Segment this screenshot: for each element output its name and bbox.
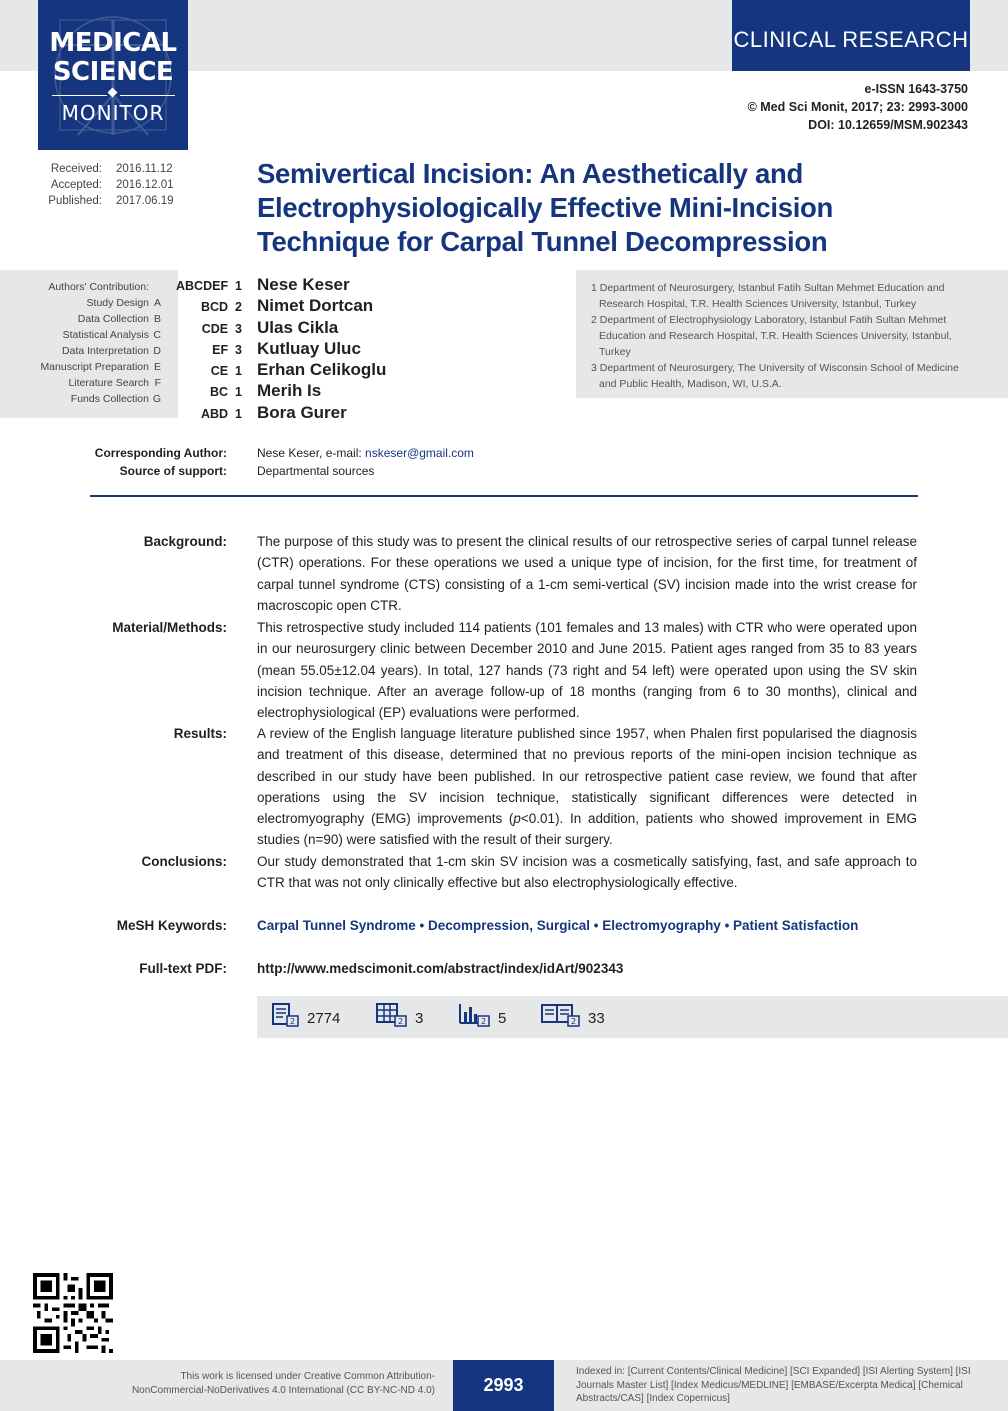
svg-text:2: 2 xyxy=(571,1017,577,1026)
page-number: 2993 xyxy=(453,1360,554,1411)
contribution-label: Funds Collection xyxy=(70,393,149,405)
date-label: Accepted: xyxy=(50,179,102,191)
role-letters: CE xyxy=(210,364,229,379)
affiliation-number: 1 xyxy=(235,364,242,379)
bar-chart-icon xyxy=(458,1002,492,1028)
contribution-code: D xyxy=(153,345,161,357)
contribution-label: Statistical Analysis xyxy=(62,329,149,341)
author-name: Merih Is xyxy=(257,381,322,401)
role-letters: BCD xyxy=(201,300,229,315)
word-count-stat xyxy=(271,1002,340,1028)
author-name: Nimet Dortcan xyxy=(257,296,374,316)
author-role-codes xyxy=(170,276,242,425)
conclusions-text: Our study demonstrated that 1-cm skin SV incision was a cosmetically satisfying, fast, and safe approach to CTR that was not only clinically effective but also electrophysiologically effective. xyxy=(257,854,917,891)
background-text: The purpose of this study was to present the clinical results of our retrospective series of carpal tunnel release (CTR) operations. For these operations we used a unique type of incision, for the first time, for treatment of carpal tunnel syndrome (CTS) consisting of a 1-cm semi-vertical (SV) incision made into the wrist crease for macroscopic open CTR. xyxy=(257,534,917,613)
table-count: 3 xyxy=(415,1010,424,1027)
affiliation-number: 3 xyxy=(235,342,242,357)
correspondence-labels xyxy=(0,444,227,480)
affiliation-number: 1 xyxy=(235,279,242,293)
results-text-part2: <0.01). In addition, patients who showed improvement in EMG studies (n=90) were satisfied with the result of their surgery. xyxy=(257,811,917,848)
pdf-link[interactable]: http://www.medscimonit.com/abstract/index/idArt/902343 xyxy=(257,961,624,976)
date-row xyxy=(38,161,174,177)
section-tag: CLINICAL RESEARCH xyxy=(732,0,970,71)
svg-text:2: 2 xyxy=(290,1017,296,1026)
qr-code-icon[interactable] xyxy=(33,1273,113,1353)
figure-count-stat xyxy=(458,1002,506,1028)
affiliation: 3 Department of Neurosurgery, The University of Wisconsin School of Medicine and Public Health, Madison, WI, U.S.A. xyxy=(591,362,959,390)
license-text: This work is licensed under Creative Common Attribution-NonCommercial-NoDerivatives 4.0 International (CC BY-NC-ND 4.0) xyxy=(131,1371,435,1396)
author-role xyxy=(170,319,242,340)
contribution-row xyxy=(0,391,161,407)
results-text xyxy=(257,723,917,851)
date-label: Published: xyxy=(48,195,102,207)
contribution-code: C xyxy=(153,329,161,341)
correspondence-values xyxy=(257,444,474,480)
reference-count-stat xyxy=(540,1002,605,1028)
article-dates xyxy=(38,161,174,209)
affiliation-number: 3 xyxy=(235,321,242,336)
author-role xyxy=(170,297,242,318)
pdf-label: Full-text PDF: xyxy=(139,961,227,976)
author-role xyxy=(170,340,242,361)
date-label: Received: xyxy=(50,163,102,175)
indexing-list: Indexed in: [Current Contents/Clinical Medicine] [SCI Expanded] [ISI Alerting System] [ISI Journals Master List] [Index Medicus/MEDLINE] [EMBASE/Excerpta Medica] [Chemical Abstracts/CAS] [Index Copernicus] xyxy=(576,1366,971,1404)
support-label: Source of support: xyxy=(119,464,227,478)
contribution-label: Data Collection xyxy=(77,313,149,325)
p-value-symbol: p xyxy=(513,811,521,827)
date-value: 2016.11.12 xyxy=(116,163,173,175)
contribution-row xyxy=(0,279,161,295)
word-count: 2774 xyxy=(307,1010,341,1027)
contribution-code: A xyxy=(153,297,161,309)
table-count-stat xyxy=(375,1002,423,1028)
author-role xyxy=(170,276,242,297)
affiliation: 1 Department of Neurosurgery, Istanbul Fatih Sultan Mehmet Education and Research Hospital, T.R. Health Sciences University, Istanbul, Turkey xyxy=(591,282,945,310)
svg-text:2: 2 xyxy=(481,1017,487,1026)
logo-divider-right xyxy=(120,95,175,96)
contribution-row xyxy=(0,295,161,311)
contribution-code: E xyxy=(153,361,161,373)
contribution-row xyxy=(0,327,161,343)
author-name: Kutluay Uluc xyxy=(257,338,361,358)
affiliation-number: 1 xyxy=(235,385,242,400)
logo-line-1: MEDICAL xyxy=(49,28,177,58)
corresponding-name: Nese Keser, e-mail: xyxy=(257,446,366,460)
author-name: Nese Keser xyxy=(257,275,350,294)
contribution-label: Data Interpretation xyxy=(62,345,149,357)
contribution-label: Literature Search xyxy=(68,377,149,389)
article-stats-bar xyxy=(257,996,1008,1038)
results-text-part1: A review of the English language literature published since 1957, when Phalen first popularised the diagnosis and treatment of this disease, determined that no previous reports of the mini-open incision technique as described in our study have been published. In our retrospective patient case review, we found that after operations using the SV incision technique, statistically significant differences were detected in electromyography (EMG) improvements ( xyxy=(257,726,917,827)
role-letters: BC xyxy=(210,385,229,400)
keywords-label: MeSH Keywords: xyxy=(116,918,227,933)
contribution-row xyxy=(0,343,161,359)
document-icon xyxy=(271,1002,301,1028)
contribution-code: B xyxy=(153,313,161,325)
contribution-code: G xyxy=(152,393,161,405)
issn: e-ISSN 1643-3750 xyxy=(864,82,968,96)
table-icon xyxy=(375,1002,409,1028)
date-row xyxy=(38,193,174,209)
book-icon xyxy=(540,1002,582,1028)
methods-text: This retrospective study included 114 patients (101 females and 13 males) with CTR who were operated upon in our neurosurgery clinic between December 2010 and June 2015. Patient ages ranged from 35 to 83 years (mean 55.05±12.04 years). In total, 127 hands (73 right and 54 left) were operated upon using the SV skin incision technique. After an average follow-up of 18 months (ranging from 6 to 30 months), clinical and electrophysiological (EP) evaluations were performed. xyxy=(257,620,917,721)
contribution-row xyxy=(0,375,161,391)
contribution-label: Study Design xyxy=(86,297,149,309)
author-role xyxy=(170,382,242,403)
contribution-label: Authors' Contribution: xyxy=(48,281,149,293)
doi[interactable]: DOI: 10.12659/MSM.902343 xyxy=(808,118,968,132)
author-role xyxy=(170,361,242,382)
logo-line-3: MONITOR xyxy=(61,101,165,125)
contribution-label: Manuscript Preparation xyxy=(40,361,149,373)
reference-count: 33 xyxy=(588,1010,605,1027)
support-value: Departmental sources xyxy=(257,464,375,478)
author-role xyxy=(170,404,242,425)
role-letters: CDE xyxy=(201,321,229,336)
citation: © Med Sci Monit, 2017; 23: 2993-3000 xyxy=(747,100,968,114)
date-value: 2017.06.19 xyxy=(116,195,174,207)
conclusions-label: Conclusions: xyxy=(141,854,227,869)
author-list xyxy=(257,274,386,423)
contribution-row xyxy=(0,359,161,375)
role-letters: ABCDEF xyxy=(176,279,229,293)
logo-line-2: SCIENCE xyxy=(52,57,174,87)
author-name: Ulas Cikla xyxy=(257,317,339,337)
date-row xyxy=(38,177,174,193)
results-label: Results: xyxy=(173,726,227,741)
svg-text:2: 2 xyxy=(398,1017,404,1026)
contribution-row xyxy=(0,311,161,327)
corresponding-author-label: Corresponding Author: xyxy=(94,446,227,460)
affiliation-number: 1 xyxy=(235,406,242,421)
methods-label: Material/Methods: xyxy=(112,620,227,635)
contribution-code: F xyxy=(154,377,161,389)
email-link[interactable]: nskeser@gmail.com xyxy=(365,446,474,460)
background-label: Background: xyxy=(143,534,227,549)
role-letters: EF xyxy=(212,342,229,357)
date-value: 2016.12.01 xyxy=(116,179,174,191)
role-letters: ABD xyxy=(201,406,229,421)
journal-logo[interactable] xyxy=(38,0,188,150)
contribution-legend xyxy=(0,279,161,407)
affiliation-number: 2 xyxy=(235,300,242,315)
article-title: Semivertical Incision: An Aesthetically and Electrophysiologically Effective Mini-Incision Technique for Carpal Tunnel Decompression xyxy=(257,158,834,257)
author-name: Erhan Celikoglu xyxy=(257,360,387,380)
affiliations-list xyxy=(591,280,966,392)
section-divider xyxy=(90,495,918,497)
figure-count: 5 xyxy=(498,1010,507,1027)
corresponding-author xyxy=(257,444,474,462)
keywords-text[interactable]: Carpal Tunnel Syndrome • Decompression, Surgical • Electromyography • Patient Satisfaction xyxy=(257,918,859,933)
logo-divider-left xyxy=(52,95,107,96)
publication-meta xyxy=(748,80,968,134)
author-name: Bora Gurer xyxy=(257,402,347,422)
affiliation: 2 Department of Electrophysiology Laboratory, Istanbul Fatih Sultan Mehmet Education and Research Hospital, T.R. Health Sciences University, Istanbul, Turkey xyxy=(591,314,952,358)
